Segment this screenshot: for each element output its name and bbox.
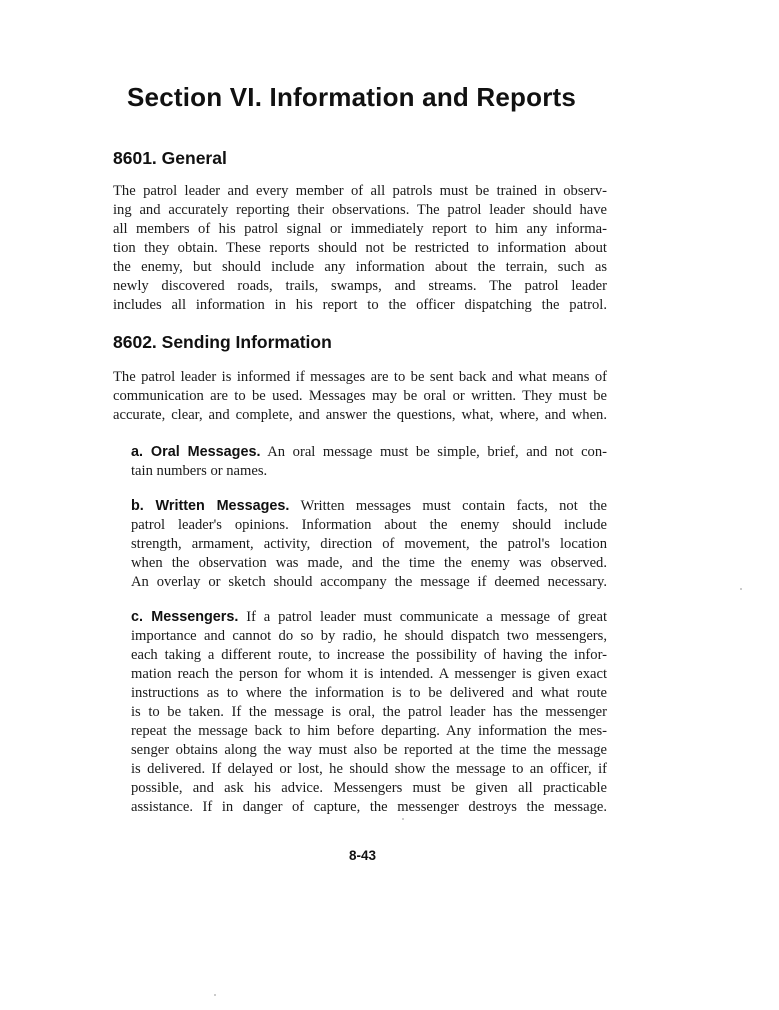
text-line: ing and accurately reporting their observations. The patrol leader should have [113,202,607,218]
paragraph-8602 [113,368,607,425]
subsection-messengers [131,608,607,817]
text-line: importance and cannot do so by radio, he should dispatch two messengers, [131,628,607,644]
text-line: instructions as to where the information is to be delivered and what route [131,685,607,701]
paragraph-8601 [113,182,607,315]
text-line [131,497,607,516]
subsection-label: b. Written Messages. [131,498,290,514]
text-line: is delivered. If delayed or lost, he should show the message to an officer, if [131,761,607,777]
text-line: strength, armament, activity, direction of movement, the patrol's location [131,536,607,552]
text-line [131,608,607,627]
text-line: mation reach the person for whom it is intended. A messenger is given exact [131,666,607,682]
text-line: communication are to be used. Messages may be oral or written. They must be [113,388,607,404]
heading-8602: 8602. Sending Information [113,332,332,352]
text-line: The patrol leader and every member of all patrols must be trained in observ- [113,183,607,199]
text-line [131,443,607,462]
scan-speck [740,588,742,590]
text-line: accurate, clear, and complete, and answer the questions, what, where, and when. [113,407,607,423]
text-line: An overlay or sketch should accompany the message if deemed necessary. [131,574,607,590]
heading-8601: 8601. General [113,148,227,168]
page-number: 8-43 [349,848,377,863]
text-line: possible, and ask his advice. Messengers must be given all practicable [131,780,607,796]
text-run: An oral message must be simple, brief, and not con- [260,444,608,460]
text-line: assistance. If in danger of capture, the messenger destroys the message. [131,799,607,815]
text-line: repeat the message back to him before departing. Any information the mes- [131,723,607,739]
text-line: when the observation was made, and the time the enemy was observed. [131,555,607,571]
text-line: each taking a different route, to increase the possibility of having the infor- [131,647,607,663]
text-line: newly discovered roads, trails, swamps, and streams. The patrol leader [113,278,607,294]
text-line: tion they obtain. These reports should not be restricted to information about [113,240,607,256]
text-run: Written messages must contain facts, not the [289,498,607,514]
subsection-oral-messages [131,443,607,481]
scan-speck [214,994,216,996]
text-line: tain numbers or names. [131,463,268,479]
text-line: senger obtains along the way must also be reported at the time the message [131,742,607,758]
scan-speck [402,818,404,820]
text-line: the enemy, but should include any information about the terrain, such as [113,259,607,275]
text-run: If a patrol leader must communicate a message of great [238,609,607,625]
subsection-label: a. Oral Messages. [131,444,261,460]
text-line: includes all information in his report to the officer dispatching the patrol. [113,297,607,313]
section-title: Section VI. Information and Reports [127,82,577,112]
text-line: is to be taken. If the message is oral, the patrol leader has the messenger [131,704,607,720]
text-line: all members of his patrol signal or immediately report to him any informa- [113,221,607,237]
subsection-label: c. Messengers. [131,609,239,625]
text-line: The patrol leader is informed if messages are to be sent back and what means of [113,369,607,385]
text-line: patrol leader's opinions. Information about the enemy should include [131,517,607,533]
subsection-written-messages [131,497,607,592]
